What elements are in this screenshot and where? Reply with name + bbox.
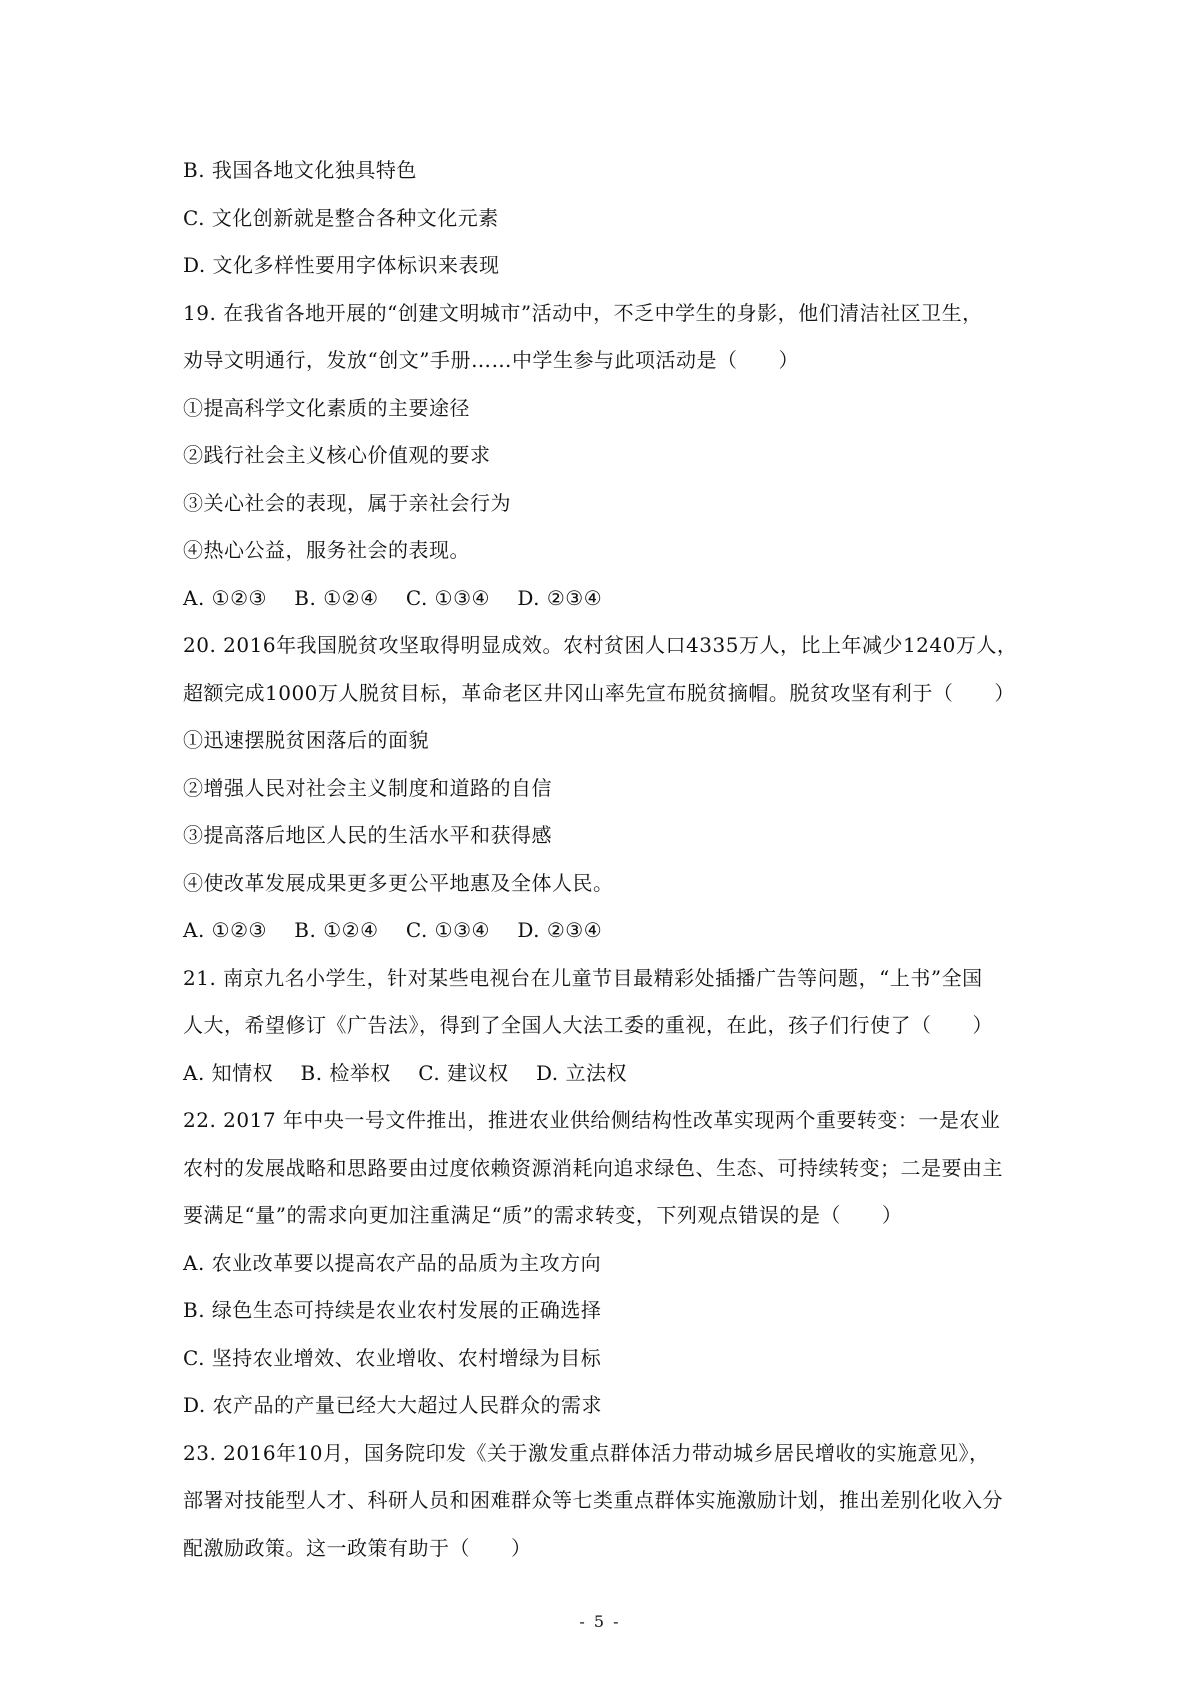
text-line: C. 坚持农业增效、农业增收、农村增绿为目标 [183,1345,602,1370]
text-line: 超额完成1000万人脱贫目标，革命老区井冈山率先宣布脱贫摘帽。脱贫攻坚有利于（ ） [183,680,1015,705]
text-line: 配激励政策。这一政策有助于（ ） [183,1535,532,1560]
text-line: 部署对技能型人才、科研人员和困难群众等七类重点群体实施激励计划，推出差别化收入分 [183,1488,1003,1512]
text-line: A. ①②③ B. ①②④ C. ①③④ D. ②③④ [183,918,603,942]
text-line: 农村的发展战略和思路要由过度依赖资源消耗向追求绿色、生态、可持续转变；二是要由主 [183,1155,1003,1180]
text-line: ②增强人民对社会主义制度和道路的自信 [183,775,552,800]
text-line: 21. 南京九名小学生，针对某些电视台在儿童节目最精彩处插播广告等问题，“上书”全国 [183,965,983,990]
text-line: D. 农产品的产量已经大大超过人民群众的需求 [183,1393,603,1417]
text-line: C. 文化创新就是整合各种文化元素 [183,205,499,230]
text-line: 人大，希望修订《广告法》，得到了全国人大法工委的重视，在此，孩子们行使了（ ） [183,1013,993,1037]
text-line: 22. 2017 年中央一号文件推出，推进农业供给侧结构性改革实现两个重要转变：一是农业 [183,1108,1001,1132]
text-line: ③关心社会的表现，属于亲社会行为 [183,490,511,515]
page-number: - 5 - [579,1612,621,1631]
text-line: 劝导文明通行，发放“创文”手册……中学生参与此项活动是（ ） [183,348,799,372]
text-line: B. 绿色生态可持续是农业农村发展的正确选择 [183,1298,602,1322]
text-line: A. 知情权 B. 检举权 C. 建议权 D. 立法权 [183,1060,627,1085]
text-line: 23. 2016年10月，国务院印发《关于激发重点群体活力带动城乡居民增收的实施意见》， [183,1440,990,1465]
text-line: ③提高落后地区人民的生活水平和获得感 [183,823,552,847]
text-line: ②践行社会主义核心价值观的要求 [183,443,491,467]
text-line: A. ①②③ B. ①②④ C. ①③④ D. ②③④ [183,585,603,610]
text-line: 要满足“量”的需求向更加注重满足“质”的需求转变，下列观点错误的是（ ） [183,1203,903,1227]
text-line: D. 文化多样性要用字体标识来表现 [183,253,500,277]
text-line: A. 农业改革要以提高农产品的品质为主攻方向 [183,1250,602,1275]
text-line: 19. 在我省各地开展的“创建文明城市”活动中，不乏中学生的身影，他们清洁社区卫生， [183,300,983,325]
text-line: 20. 2016年我国脱贫攻坚取得明显成效。农村贫困人口4335万人，比上年减少1240万人， [183,633,1018,657]
text-line: ①提高科学文化素质的主要途径 [183,395,470,420]
text-line: ①迅速摆脱贫困落后的面貌 [183,728,429,752]
text-line: B. 我国各地文化独具特色 [183,158,417,182]
text-line: ④使改革发展成果更多更公平地惠及全体人民。 [183,870,614,895]
text-line: ④热心公益，服务社会的表现。 [183,538,470,562]
page-content [183,150,1033,1575]
